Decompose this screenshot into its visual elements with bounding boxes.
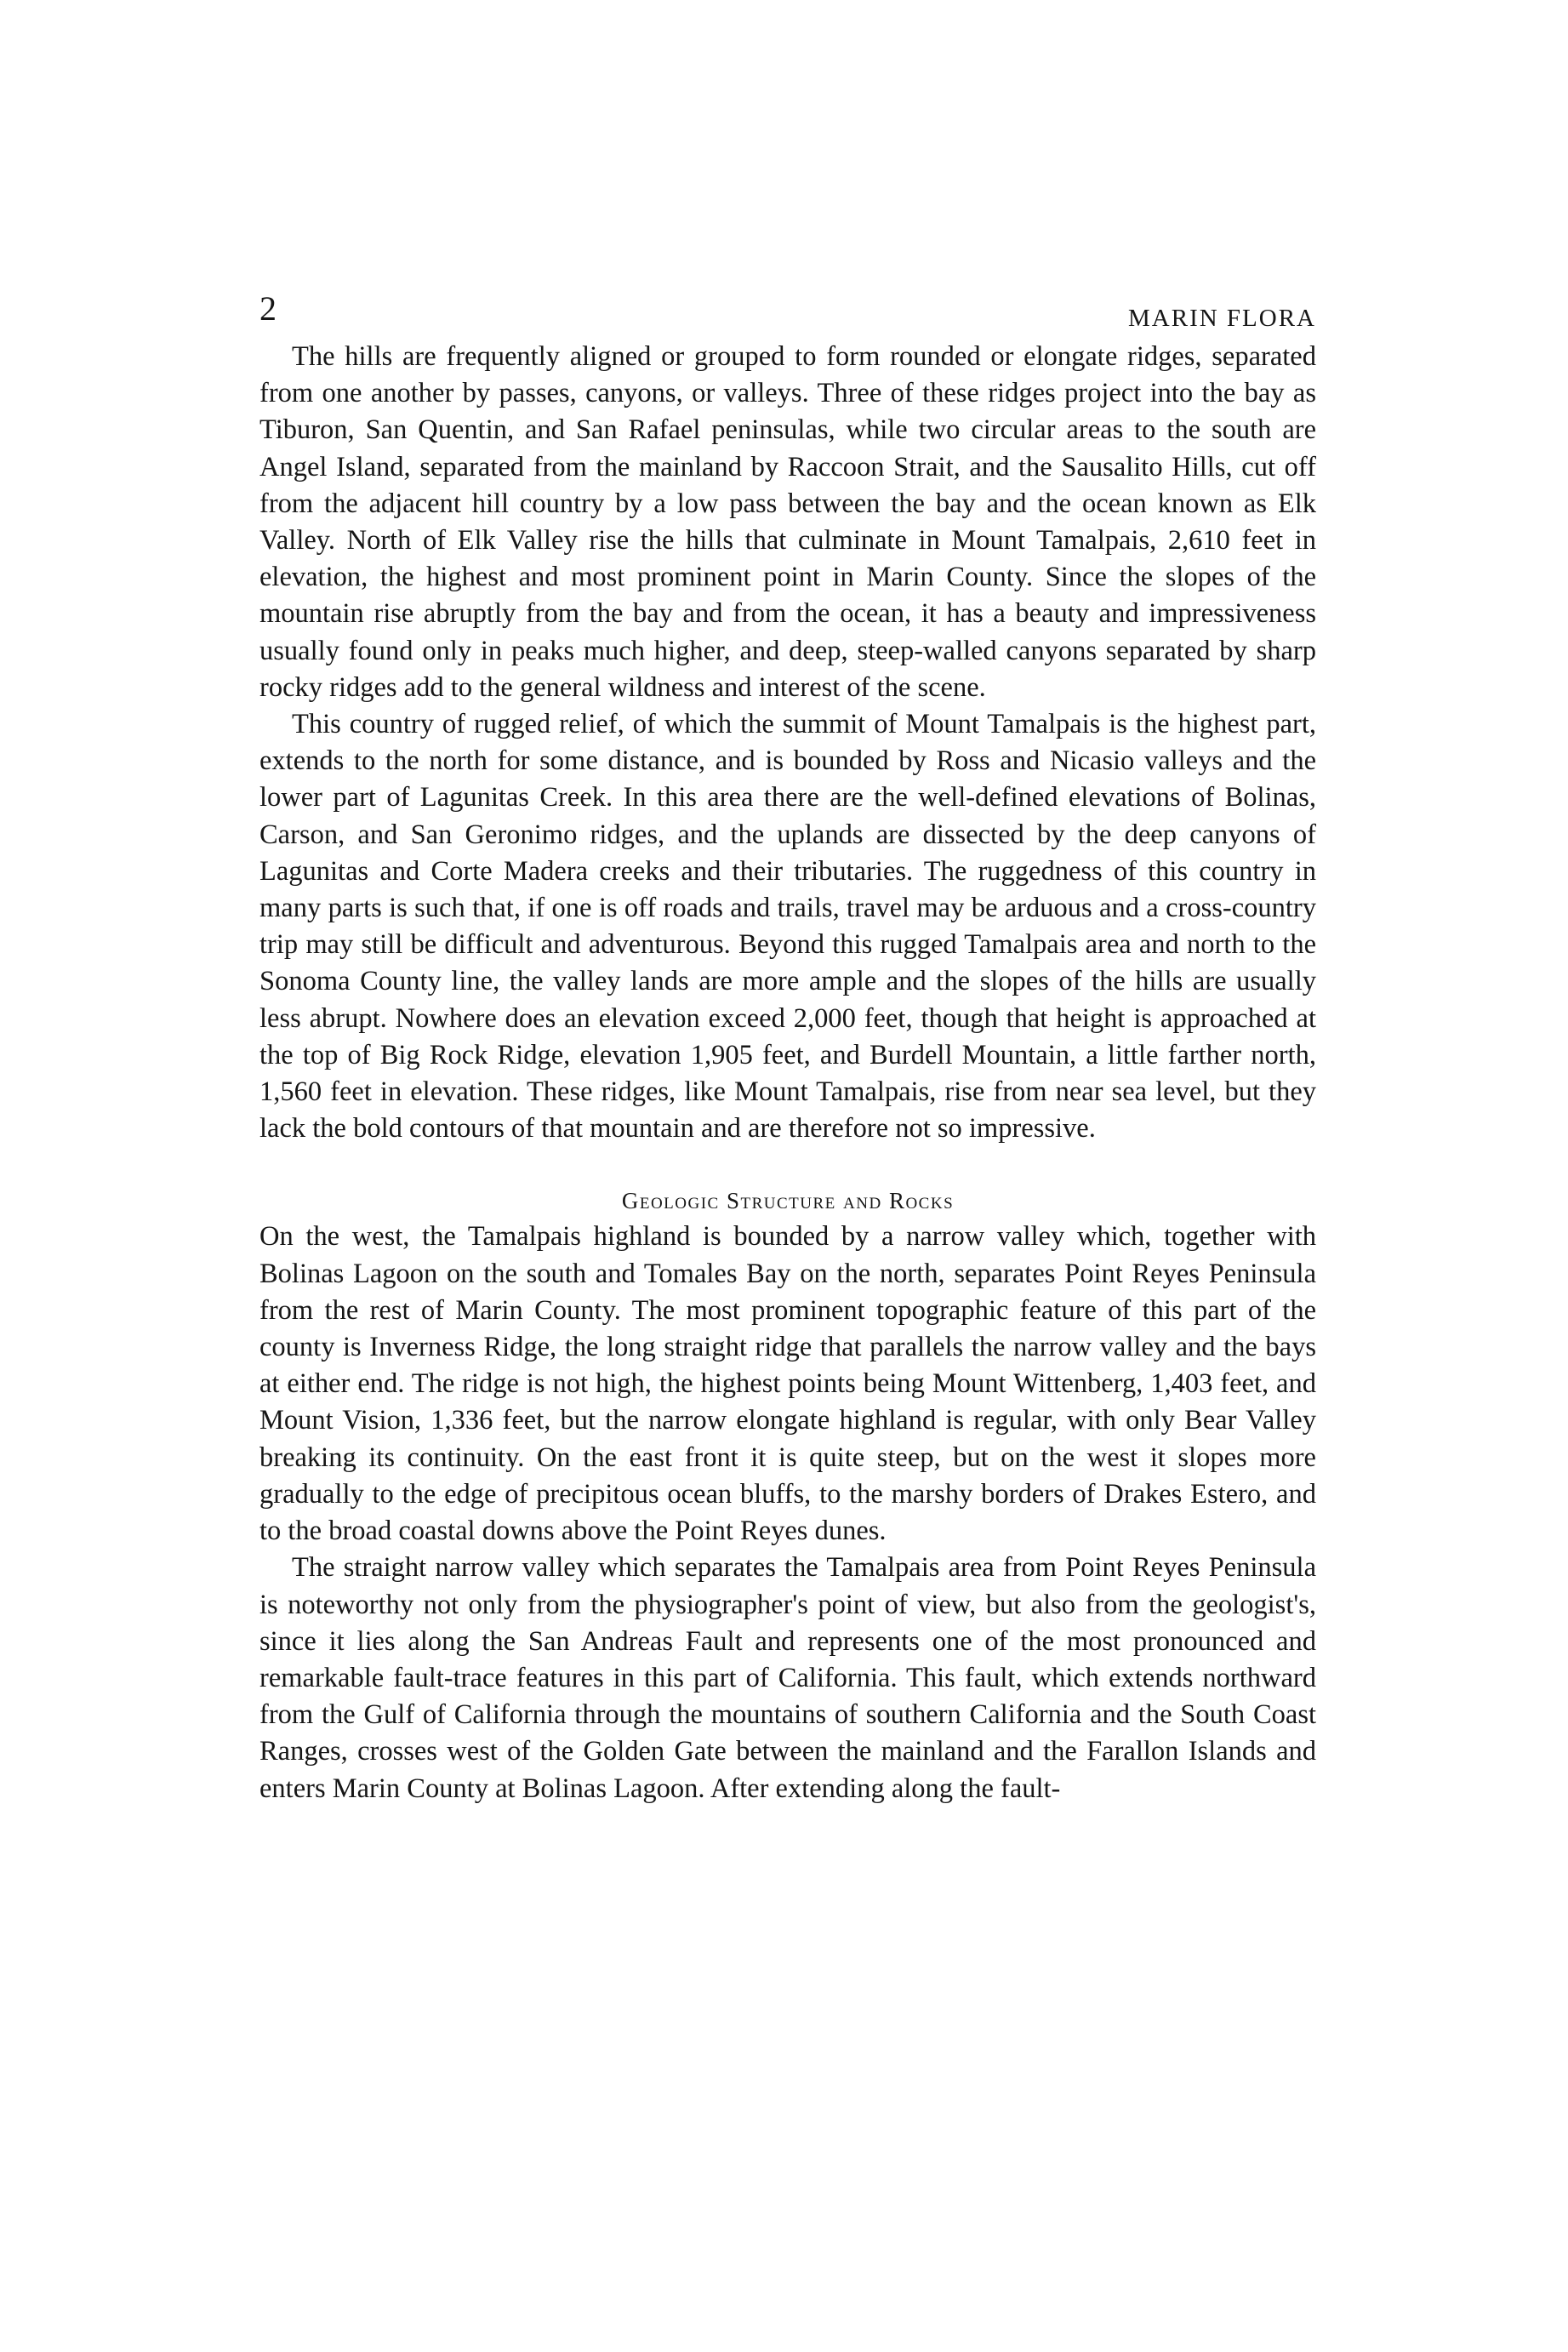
paragraph-hills: The hills are frequently aligned or grouped to form rounded or elongate ridges, separated from one another by passes, canyons, or valleys. Three of these ridges project into the bay as Tiburon, San Quentin, and San Rafael peninsulas, while two circular areas to the south are Angel Island, separated from the mainland by Raccoon Strait, and the Sausalito Hills, cut off from the adjacent hill country by a low pass between the bay and the ocean known as Elk Valley. North of Elk Valley rise the hills that culminate in Mount Tamalpais, 2,610 feet in elevation, the highest and most prominent point in Marin County. Since the slopes of the mountain rise abruptly from the bay and from the ocean, it has a beauty and impressiveness usually found only in peaks much higher, and deep, steep-walled canyons separated by sharp rocky ridges add to the general wildness and interest of the scene. [259,341,1316,703]
section-heading: Geologic Structure and Rocks [621,1188,955,1214]
page-number: 2 [259,289,277,328]
running-head [259,288,1316,339]
paragraph-west-highland: On the west, the Tamalpais highland is bounded by a narrow valley which, together with Bolinas Lagoon on the south and Tomales Bay on the north, separates Point Reyes Peninsula from the rest of Marin County. The most prominent topographic feature of this part of the county is Inverness Ridge, the long straight ridge that parallels the narrow valley and the bays at either end. The ridge is not high, the highest points being Mount Wittenberg, 1,403 feet, and Mount Vision, 1,336 feet, but the narrow elongate highland is regular, with only Bear Valley breaking its continuity. On the east front it is quite steep, but on the west it slopes more gradually to the edge of precipitous ocean bluffs, to the marshy borders of Drakes Estero, and to the broad coastal downs above the Point Reyes dunes. [259,1221,1316,1547]
paragraph-rugged-relief: This country of rugged relief, of which the summit of Mount Tamalpais is the highest part, extends to the north for some distance, and is bounded by Ross and Nicasio valleys and the lower part of Lagunitas Creek. In this area there are the well-defined elevations of Bolinas, Carson, and San Geronimo ridges, and the uplands are dissected by the deep canyons of Lagunitas and Corte Madera creeks and their tributaries. The ruggedness of this country in many parts is such that, if one is off roads and trails, travel may be arduous and a cross-country trip may still be difficult and adventurous. Beyond this rugged Tamalpais area and north to the Sonoma County line, the valley lands are more ample and the slopes of the hills are usually less abrupt. Nowhere does an elevation exceed 2,000 feet, though that height is approached at the top of Big Rock Ridge, elevation 1,905 feet, and Burdell Mountain, a little farther north, 1,560 feet in elevation. These ridges, like Mount Tamalpais, rise from near sea level, but they lack the bold contours of that mountain and are therefore not so impressive. [259,709,1316,1145]
paragraph-san-andreas-fault: The straight narrow valley which separates the Tamalpais area from Point Reyes Peninsula is noteworthy not only from the physiographer's point of view, but also from the geologist's, since it lies along the San Andreas Fault and represents one of the most pronounced and remarkable fault-trace features in this part of California. This fault, which extends northward from the Gulf of California through the mountains of southern California and the South Coast Ranges, crosses west of the Golden Gate between the mainland and the Farallon Islands and enters Marin County at Bolinas Lagoon. After extending along the fault- [259,1552,1316,1804]
running-title: MARIN FLORA [1128,305,1316,332]
book-page [259,288,1316,1807]
